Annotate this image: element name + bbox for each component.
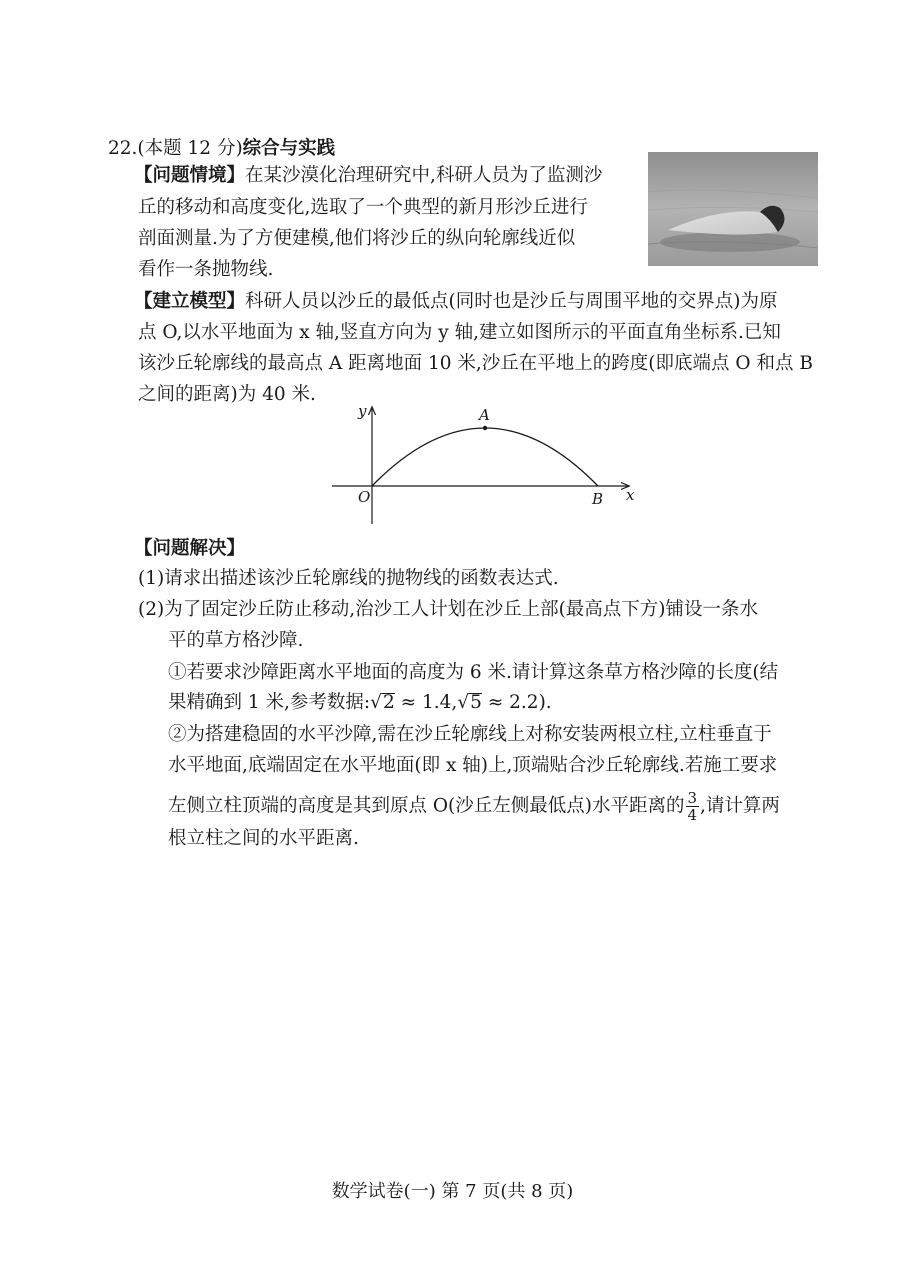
page-footer: 数学试卷(一) 第 7 页(共 8 页) bbox=[331, 1181, 574, 1202]
question-2b-line-1: ②为搭建稳固的水平沙障,需在沙丘轮廓线上对称安装两根立柱,立柱垂直于 bbox=[168, 724, 772, 745]
situation-line-1: 【问题情境】在某沙漠化治理研究中,科研人员为了监测沙 bbox=[134, 165, 603, 186]
y-axis-label: y bbox=[358, 402, 367, 420]
model-line-1: 【建立模型】科研人员以沙丘的最低点(同时也是沙丘与周围平地的交界点)为原 bbox=[134, 291, 778, 312]
question-2-line-1: (2)为了固定沙丘防止移动,治沙工人计划在沙丘上部(最高点下方)铺设一条水 bbox=[138, 599, 759, 620]
question-2b-line-2: 水平地面,底端固定在水平地面(即 x 轴)上,顶端贴合沙丘轮廓线.若施工要求 bbox=[168, 755, 778, 776]
sqrt-2: 2 bbox=[382, 692, 395, 713]
problem-score: (本题 12 分) bbox=[137, 138, 243, 159]
point-A-label: A bbox=[479, 406, 490, 424]
question-2b-line-4: 根立柱之间的水平距离. bbox=[168, 828, 359, 849]
situation-line-2: 丘的移动和高度变化,选取了一个典型的新月形沙丘进行 bbox=[138, 197, 588, 218]
question-2-line-2: 平的草方格沙障. bbox=[168, 630, 304, 651]
situation-line-3: 剖面测量.为了方便建模,他们将沙丘的纵向轮廓线近似 bbox=[138, 228, 576, 249]
question-2a-line-1: ①若要求沙障距离水平地面的高度为 6 米.请计算这条草方格沙障的长度(结 bbox=[168, 662, 779, 683]
question-1: (1)请求出描述该沙丘轮廓线的抛物线的函数表达式. bbox=[138, 568, 559, 589]
sand-dune-photo bbox=[648, 152, 818, 266]
problem-number: 22. bbox=[108, 138, 138, 159]
model-line-2: 点 O,以水平地面为 x 轴,竖直方向为 y 轴,建立如图所示的平面直角坐标系.已知 bbox=[138, 322, 781, 343]
situation-heading: 【问题情境】 bbox=[134, 165, 246, 186]
point-B-label: B bbox=[592, 490, 604, 508]
point-A bbox=[483, 426, 487, 430]
solve-heading: 【问题解决】 bbox=[134, 538, 246, 559]
question-2b-line-3: 左侧立柱顶端的高度是其到原点 O(沙丘左侧最低点)水平距离的 $\frac{3}{4}$ ,请计算两 bbox=[168, 789, 780, 824]
model-line-4: 之间的距离)为 40 米. bbox=[138, 384, 316, 405]
problem-title: 综合与实践 bbox=[242, 138, 336, 159]
parabola-graph bbox=[330, 400, 640, 530]
model-heading: 【建立模型】 bbox=[134, 291, 246, 312]
model-line-3: 该沙丘轮廓线的最高点 A 距离地面 10 米,沙丘在平地上的跨度(即底端点 O 和点 B bbox=[138, 353, 813, 374]
sqrt-5: 5 bbox=[470, 692, 482, 713]
question-2a-line-2: 果精确到 1 米,参考数据:√2 ≈ 1.4,√5 ≈ 2.2). bbox=[168, 692, 552, 713]
origin-label: O bbox=[358, 488, 371, 506]
problem-header bbox=[108, 136, 335, 162]
parabola-curve bbox=[372, 428, 598, 486]
fraction-three-quarters: $\frac{3}{4}$ bbox=[687, 789, 698, 824]
x-axis-label: x bbox=[626, 486, 635, 504]
situation-line-4: 看作一条抛物线. bbox=[138, 259, 274, 280]
